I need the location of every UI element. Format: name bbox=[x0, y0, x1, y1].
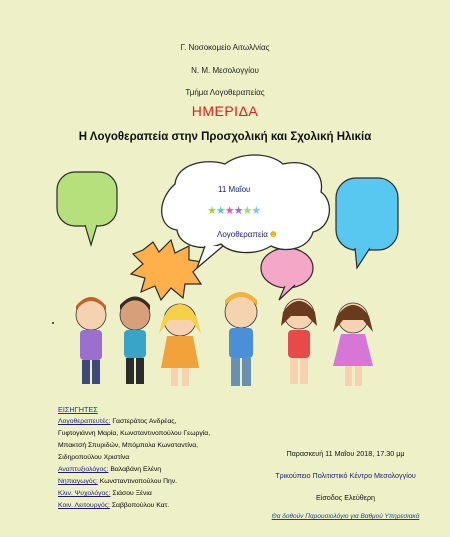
speaker-role: Κλιν. Ψυχολόγος: bbox=[58, 490, 111, 497]
speaker-role: Νηπιαγωγός: bbox=[58, 478, 98, 485]
child-1 bbox=[76, 297, 106, 384]
child-5 bbox=[281, 299, 317, 384]
green-speech-bubble bbox=[57, 172, 117, 245]
speaker-row bbox=[58, 428, 288, 440]
star-icon: ★ bbox=[251, 205, 261, 217]
speaker-names: Μπακτσή Σπυριδών, Μπόμπολα Κωνσταντίνα, bbox=[58, 442, 199, 449]
bubble-word bbox=[217, 229, 278, 240]
star-icon: ★ bbox=[224, 205, 234, 217]
speaker-row bbox=[58, 416, 288, 428]
smiley-icon: ☻ bbox=[267, 229, 279, 240]
attendance-note: Θα δοθούν Παρουσιολόγιο για Βαθμού Υπηρεσιακά bbox=[271, 513, 420, 520]
child-6 bbox=[333, 303, 373, 386]
hospital-name: Γ. Νοσοκομείο Αιτωλ/νίας bbox=[180, 43, 270, 52]
star-icon: ★ bbox=[242, 205, 252, 217]
orange-burst-bubble bbox=[131, 240, 203, 300]
star-icon: ★ bbox=[233, 205, 243, 217]
event-venue: Τρικούπειο Πολιτιστικό Κέντρο Μεσολογγίου bbox=[275, 471, 416, 480]
speaker-role: Κοιν. Λειτουργός: bbox=[58, 502, 110, 509]
speaker-names: Γαστεράτος Ανδρέας, bbox=[112, 418, 177, 425]
speaker-names: Σαββοπούλου Κατ. bbox=[111, 502, 170, 509]
page-title: ΗΜΕΡΙΔΑ bbox=[191, 103, 259, 119]
child-2 bbox=[120, 297, 150, 385]
department-name: Τμήμα Λογοθεραπείας bbox=[185, 88, 265, 97]
speaker-names: Κωνσταντινοπούλου Πην. bbox=[99, 478, 178, 485]
speaker-role: Αναπτυξιολόγος: bbox=[58, 466, 109, 473]
speaker-names: Σιάσου Ξένια bbox=[112, 490, 152, 497]
star-icon: ★ bbox=[207, 205, 216, 217]
speakers-heading: ΕΙΣΗΓΗΤΕΣ bbox=[58, 405, 98, 414]
stray-dot bbox=[52, 322, 54, 324]
page-subtitle: Η Λογοθεραπεία στην Προσχολική και Σχολική Ηλικία bbox=[78, 131, 372, 143]
hospital-location: Ν. Μ. Μεσολογγίου bbox=[191, 66, 259, 75]
star-icon: ★ bbox=[215, 205, 225, 217]
bubble-word-text: Λογοθεραπεία bbox=[217, 230, 268, 239]
bubble-stars bbox=[207, 204, 260, 217]
bubble-date: 11 Μαΐου bbox=[218, 185, 251, 194]
pink-speech-bubble bbox=[261, 248, 313, 300]
child-4 bbox=[225, 292, 257, 386]
event-date-time: Παρασκευή 11 Μαΐου 2018, 17.30 μμ bbox=[286, 449, 405, 458]
speaker-names: Βαλαβάνη Ελένη bbox=[110, 466, 162, 473]
speaker-names: Σιδηροπούλου Χριστίνα bbox=[58, 454, 130, 461]
speaker-role: Λογοθεραπευτές: bbox=[58, 418, 111, 425]
blue-speech-bubble bbox=[336, 178, 398, 268]
speaker-names: Γυφτογιάννη Μαρία, Κωνσταντινοπούλου Γεωργία, bbox=[58, 430, 211, 437]
event-entry: Είσοδος Ελεύθερη bbox=[315, 493, 376, 502]
child-3 bbox=[159, 304, 201, 386]
